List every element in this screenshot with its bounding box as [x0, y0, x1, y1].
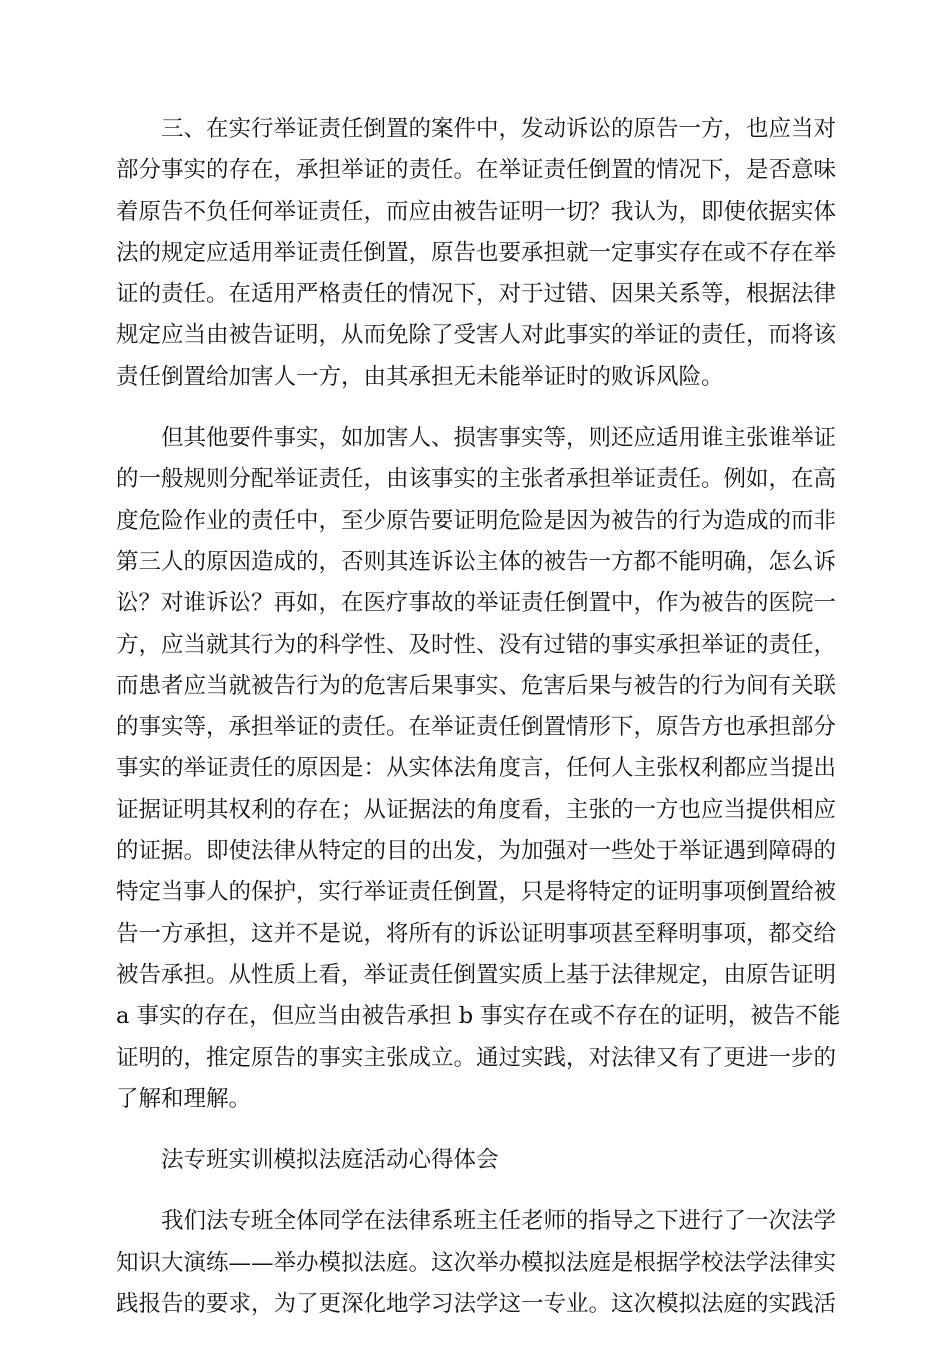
text-line: 规定应当由被告证明，从而免除了受害人对此事实的举证的责任，而将该	[116, 322, 837, 349]
text-line: 证明的，推定原告的事实主张成立。通过实践，对法律又有了更进一步的	[116, 1044, 837, 1071]
paragraph-4	[116, 1201, 837, 1325]
text-line: 但其他要件事实，如加害人、损害事实等，则还应适用谁主张谁举证	[161, 425, 837, 452]
text-line: 证据证明其权利的存在；从证据法的角度看，主张的一方也应当提供相应	[116, 796, 837, 823]
text-line: 证的责任。在适用严格责任的情况下，对于过错、因果关系等，根据法律	[116, 281, 837, 308]
text-line: 部分事实的存在，承担举证的责任。在举证责任倒置的情况下，是否意味	[116, 157, 837, 184]
text-line: 的一般规则分配举证责任，由该事实的主张者承担举证责任。例如，在高	[116, 466, 837, 493]
text-line: 责任倒置给加害人一方，由其承担无未能举证时的败诉风险。	[116, 363, 724, 390]
text-line: 讼？对谁诉讼？再如，在医疗事故的举证责任倒置中，作为被告的医院一	[116, 590, 837, 617]
text-line: 事实的举证责任的原因是：从实体法角度言，任何人主张权利都应当提出	[116, 755, 837, 782]
text-line: 而患者应当就被告行为的危害后果事实、危害后果与被告的行为间有关联	[116, 672, 837, 699]
text-line: a 事实的存在，但应当由被告承担 b 事实存在或不存在的证明，被告不能	[116, 1003, 841, 1030]
text-line: 我们法专班全体同学在法律系班主任老师的指导之下进行了一次法学	[161, 1208, 837, 1235]
text-line: 三、在实行举证责任倒置的案件中，发动诉讼的原告一方，也应当对	[161, 116, 837, 142]
text-line: 的证据。即使法律从特定的目的出发，为加强对一些处于举证遇到障碍的	[116, 838, 837, 865]
text-line: 着原告不负任何举证责任，而应由被告证明一切？我认为，即使依据实体	[116, 198, 837, 225]
text-line: 法的规定应适用举证责任倒置，原告也要承担就一定事实存在或不存在举	[116, 239, 837, 266]
section-heading	[116, 1140, 832, 1181]
text-line: 践报告的要求，为了更深化地学习法学这一专业。这次模拟法庭的实践活	[116, 1291, 837, 1318]
text-line: 告一方承担，这并不是说，将所有的诉讼证明事项甚至释明事项，都交给	[116, 920, 837, 947]
text-line: 特定当事人的保护，实行举证责任倒置，只是将特定的证明事项倒置给被	[116, 879, 837, 906]
text-line: 了解和理解。	[116, 1085, 252, 1112]
text-line: 度危险作业的责任中，至少原告要证明危险是因为被告的行为造成的而非	[116, 507, 837, 534]
document-page	[116, 109, 841, 1345]
text-line: 被告承担。从性质上看，举证责任倒置实质上基于法律规定，由原告证明	[116, 961, 837, 988]
text-line: 知识大演练——举办模拟法庭。这次举办模拟法庭是根据学校法学法律实	[116, 1249, 837, 1276]
text-line: 方，应当就其行为的科学性、及时性、没有过错的事实承担举证的责任，	[116, 631, 837, 658]
paragraph-1	[116, 109, 837, 398]
paragraph-2	[116, 418, 841, 1120]
text-line: 第三人的原因造成的，否则其连诉讼主体的被告一方都不能明确，怎么诉	[116, 548, 837, 575]
text-line: 的事实等，承担举证的责任。在举证责任倒置情形下，原告方也承担部分	[116, 714, 837, 741]
text-line: 法专班实训模拟法庭活动心得体会	[161, 1147, 499, 1174]
